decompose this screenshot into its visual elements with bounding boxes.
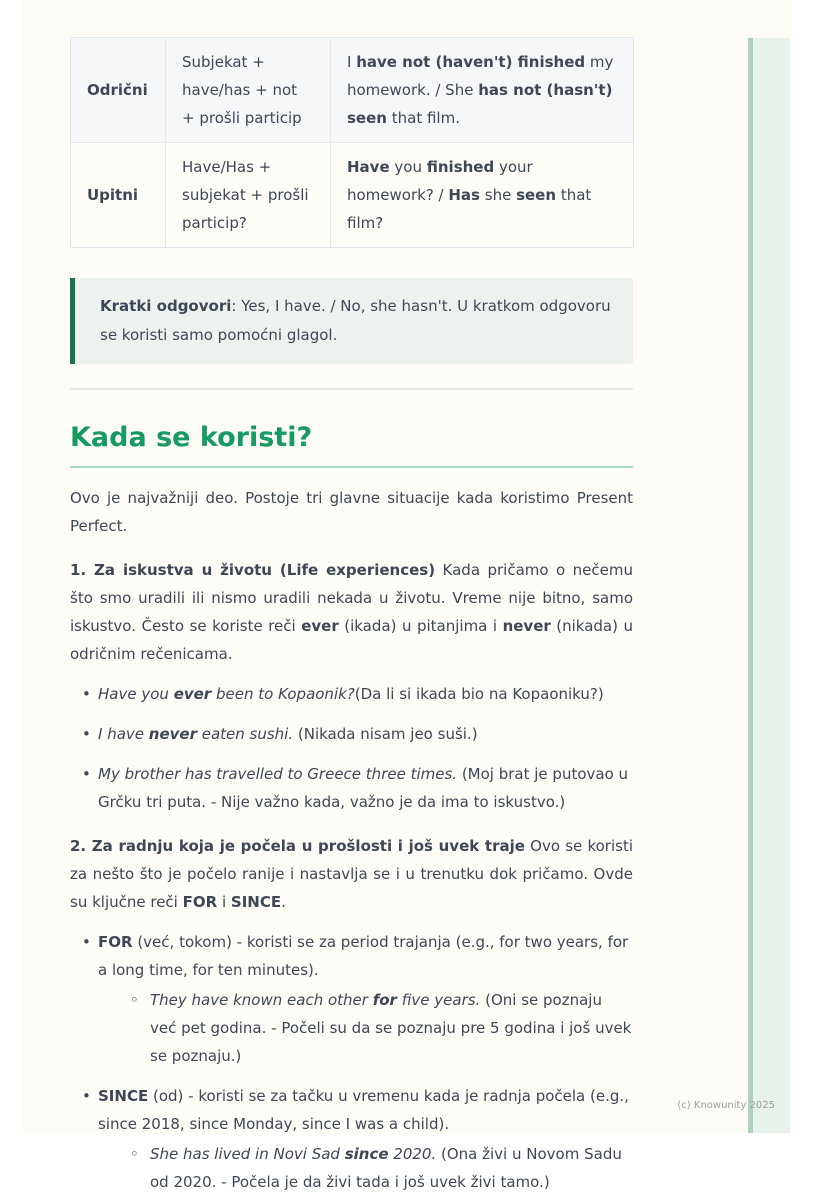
short-answers-callout xyxy=(70,278,633,364)
since-definition: SINCE (od) - koristi se za tačku u vremenu kada je radnja počela (e.g., since 2018, since Monday, since I was a child). xyxy=(98,1087,629,1133)
experiences-example-list xyxy=(70,680,633,816)
since-list xyxy=(70,1082,633,1196)
list-item-since xyxy=(70,1082,633,1196)
section-divider xyxy=(70,388,633,390)
page-content xyxy=(70,37,633,1196)
table-row-negative xyxy=(71,38,634,143)
list-item: • I have never eaten sushi. (Nikada nisam jeo suši.) xyxy=(70,720,633,748)
page-edge-band xyxy=(748,38,790,1133)
for-sublist xyxy=(98,986,633,1070)
list-item-for xyxy=(70,928,633,1070)
for-list xyxy=(70,928,633,1070)
callout-text: Kratki odgovori: Yes, I have. / No, she hasn't. U kratkom odgovoru se koristi samo pomoćni glagol. xyxy=(100,297,611,344)
row-form: Have/Has + subjekat + prošli particip? xyxy=(166,143,331,248)
for-definition: FOR (već, tokom) - koristi se za period trajanja (e.g., for two years, for a long time, for ten minutes). xyxy=(98,933,629,979)
since-sublist xyxy=(98,1140,633,1196)
watermark: (c) Knowunity 2025 xyxy=(677,1100,775,1111)
sublist-item: ◦ They have known each other for five years. (Oni se poznaju već pet godina. - Počeli su da se poznaju pre 5 godina i još uvek se poznaju.) xyxy=(122,986,633,1070)
section-heading: Kada se koristi? xyxy=(70,420,633,468)
table-row-interrogative xyxy=(71,143,634,248)
intro-paragraph: Ovo je najvažniji deo. Postoje tri glavne situacije kada koristimo Present Perfect. xyxy=(70,489,633,535)
duration-paragraph: 2. Za radnju koja je počela u prošlosti i još uvek traje Ovo se koristi za nešto što je počelo ranije i nastavlja se i u trenutku dok pričamo. Ovde su ključne reči FOR i SINCE. xyxy=(70,837,633,911)
row-example: I have not (haven't) finished my homework. / She has not (hasn't) seen that film. xyxy=(331,38,634,143)
sublist-item: ◦ She has lived in Novi Sad since 2020. (Ona živi u Novom Sadu od 2020. - Počela je da živi tada i još uvek živi tamo.) xyxy=(122,1140,633,1196)
list-item: • Have you ever been to Kopaonik?(Da li si ikada bio na Kopaoniku?) xyxy=(70,680,633,708)
experiences-paragraph: 1. Za iskustva u životu (Life experiences) Kada pričamo o nečemu što smo uradili ili nismo uradili nekada u životu. Vreme nije bitno, samo iskustvo. Često se koriste reči ever (ikada) u pitanjima i never (nikada) u odričnim rečenicama. xyxy=(70,561,633,663)
row-example: Have you finished your homework? / Has she seen that film? xyxy=(331,143,634,248)
row-label: Upitni xyxy=(71,143,166,248)
verb-forms-table xyxy=(70,37,634,248)
document-page xyxy=(22,0,791,1191)
row-label: Odrični xyxy=(71,38,166,143)
row-form: Subjekat + have/has + not + prošli particip xyxy=(166,38,331,143)
list-item: • My brother has travelled to Greece three times. (Moj brat je putovao u Grčku tri puta. - Nije važno kada, važno je da ima to iskustvo.) xyxy=(70,760,633,816)
